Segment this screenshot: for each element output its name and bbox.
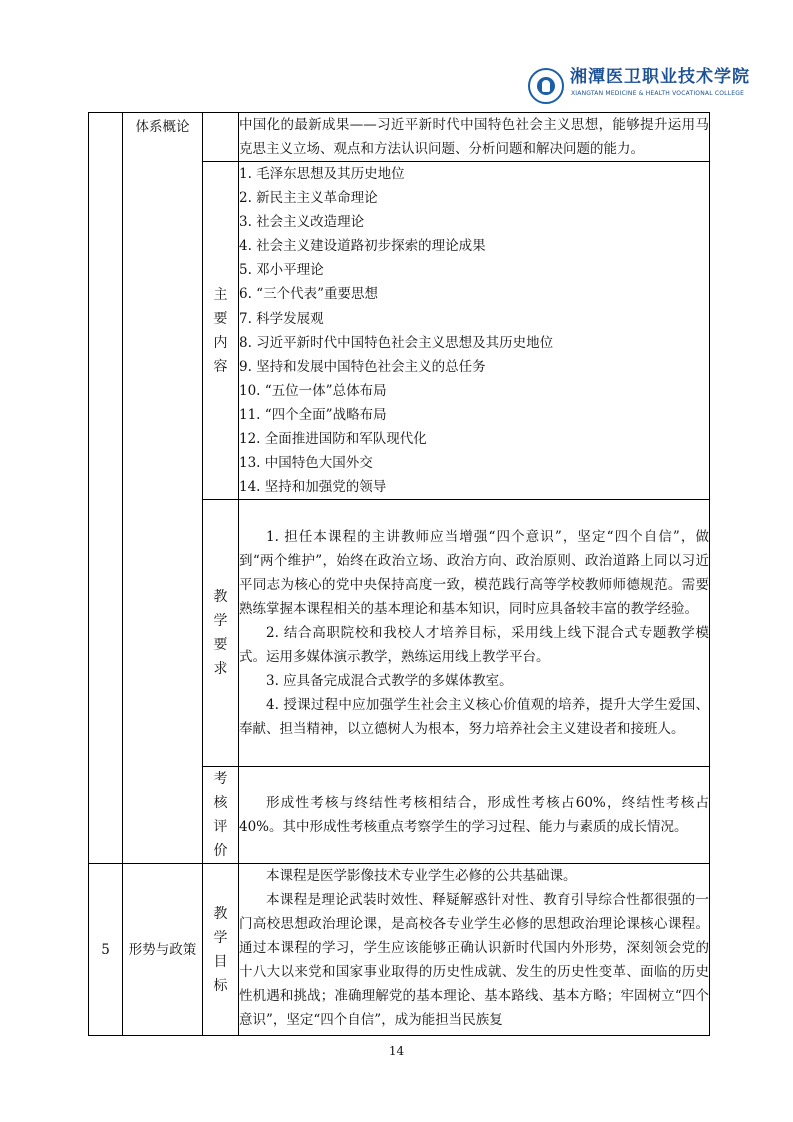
course-table (88, 112, 710, 1036)
requirement-paragraph: 4. 授课过程中应加强学生社会主义核心价值观的培养，提升大学生爱国、奉献、担当精神，以立德树人为根本，努力培养社会主义建设者和接班人。 (239, 697, 709, 738)
list-item: 4. 社会主义建设道路初步探索的理论成果 (239, 238, 486, 255)
college-name-en: XIANGTAN MEDICINE & HEALTH VOCATIONAL COLLEGE (571, 90, 745, 97)
teaching-objective-cell (239, 864, 710, 1036)
main-content-list (239, 162, 710, 500)
course-name-cell (123, 864, 203, 1036)
requirement-paragraph: 2. 结合高职院校和我校人才培养目标，采用线上线下混合式专题教学模式。运用多媒体演示教学，熟练运用线上教学平台。 (239, 625, 709, 666)
objective-text-cell (239, 113, 710, 162)
college-name-cn: 湘潭医卫职业技术学院 (570, 67, 750, 87)
objective-paragraph: 本课程是理论武装时效性、释疑解惑针对性、教育引导综合性都很强的一门高校思想政治理论课，是高校各专业学生必修的思想政治理论课核心课程。通过本课程的学习，学生应该能够正确认识新时代国内外形势，深刻领会党的十八大以来党和国家事业取得的历史性成就、发生的历史性变革、面临的历史性机遇和挑战；准确理解党的基本理论、基本路线、基本方略；牢固树立“四个意识”，坚定“四个自信”，成为能担当民族复 (239, 892, 709, 1029)
list-item: 8. 习近平新时代中国特色社会主义思想及其历史地位 (239, 334, 554, 351)
teaching-objective-label: 教学目标 (213, 905, 228, 994)
requirement-paragraph: 1. 担任本课程的主讲教师应当增强“四个意识”，坚定“四个自信”，做到“两个维护”，始终在政治立场、政治方向、政治原则、政治道路上同以习近平同志为核心的党中央保持高度一致，模范践行高等学校教师师德规范。需要熟练掌握本课程相关的基本理论和基本知识，同时应具备较丰富的教学经验。 (239, 529, 709, 618)
list-item: 7. 科学发展观 (239, 310, 324, 327)
course-name: 形势与政策 (128, 941, 197, 958)
teaching-requirements-cell (239, 500, 710, 767)
table-row-course-5 (89, 864, 710, 1036)
list-item: 6. “三个代表”重要思想 (239, 286, 378, 303)
assessment-cell (239, 767, 710, 864)
teaching-requirements-label: 教学要求 (213, 589, 228, 678)
college-logo (528, 66, 750, 108)
teaching-objective-label-cell (203, 864, 239, 1036)
objective-text: 中国化的最新成果——习近平新时代中国特色社会主义思想，能够提升运用马克思主义立场、观点和方法认识问题、分析问题和解决问题的能力。 (239, 117, 709, 157)
list-item: 9. 坚持和发展中国特色社会主义的总任务 (239, 358, 486, 375)
list-item: 11. “四个全面”战略布局 (239, 406, 387, 423)
course-name-cell (123, 113, 203, 864)
requirement-paragraph: 3. 应具备完成混合式教学的多媒体教室。 (266, 673, 513, 690)
row-number-cell (89, 864, 123, 1036)
assessment-label: 考核评价 (213, 771, 228, 860)
list-item: 5. 邓小平理论 (239, 262, 324, 279)
list-item: 10. “五位一体”总体布局 (239, 382, 387, 399)
list-item: 13. 中国特色大国外交 (239, 455, 373, 472)
teaching-requirements-label-cell (203, 500, 239, 767)
list-item: 3. 社会主义改造理论 (239, 214, 365, 231)
main-content-label-cell (203, 162, 239, 500)
row-number-cell-empty (89, 113, 123, 864)
list-item: 14. 坚持和加强党的领导 (239, 479, 387, 496)
course-name: 体系概论 (135, 119, 190, 135)
assessment-label-cell (203, 767, 239, 864)
objective-paragraph: 本课程是医学影像技术专业学生必修的公共基础课。 (266, 868, 577, 885)
row-number: 5 (101, 941, 110, 958)
table-row-objective-continued (89, 113, 710, 162)
college-emblem-icon (528, 68, 564, 104)
page-number: 14 (388, 1044, 405, 1058)
list-item: 12. 全面推进国防和军队现代化 (239, 431, 427, 448)
list-item: 2. 新民主主义革命理论 (239, 190, 378, 207)
label-cell-empty (203, 113, 239, 162)
list-item: 1. 毛泽东思想及其历史地位 (239, 166, 405, 182)
main-content-label: 主要内容 (213, 286, 228, 375)
assessment-text: 形成性考核与终结性考核相结合，形成性考核占60%，终结性考核占40%。其中形成性考核重点考察学生的学习过程、能力与素质的成长情况。 (239, 795, 709, 836)
